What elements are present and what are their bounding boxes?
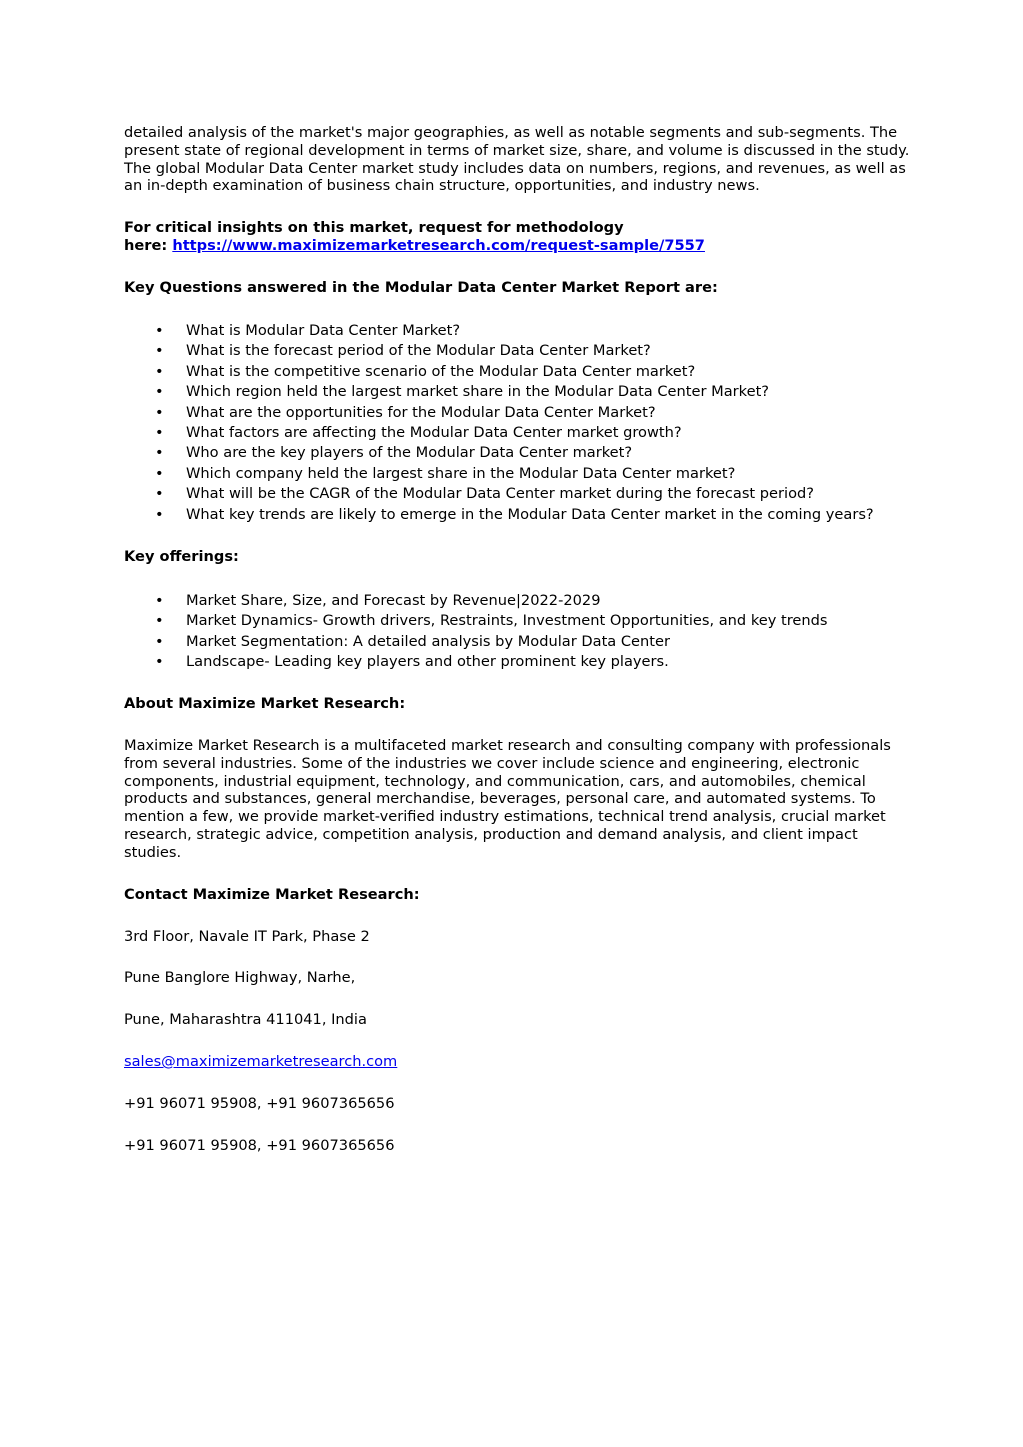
request-sample-link[interactable]: https://www.maximizemarketresearch.com/request-sample/7557 (172, 236, 705, 254)
about-heading: About Maximize Market Research: (124, 695, 406, 712)
bullet-icon: • (155, 632, 164, 650)
key-questions-heading: Key Questions answered in the Modular Data Center Market Report are: (124, 279, 718, 296)
list-item: • What are the opportunities for the Modular Data Center Market? (124, 403, 914, 423)
list-item: • What will be the CAGR of the Modular Data Center market during the forecast period? (124, 484, 914, 504)
contact-address-line2: Pune Banglore Highway, Narhe, (124, 969, 356, 986)
methodology-cta (124, 219, 914, 255)
key-offerings-heading: Key offerings: (124, 548, 239, 565)
key-offerings-list (124, 591, 914, 673)
bullet-icon: • (155, 444, 164, 462)
contact-phone-line1: +91 96071 95908, +91 9607365656 (124, 1095, 395, 1112)
key-questions-list (124, 321, 914, 525)
contact-heading: Contact Maximize Market Research: (124, 886, 420, 903)
bullet-icon: • (155, 612, 164, 630)
bullet-icon: • (155, 505, 164, 523)
list-item: • Who are the key players of the Modular Data Center market? (124, 443, 914, 463)
list-item: • What is Modular Data Center Market? (124, 321, 914, 341)
list-item: • Which company held the largest share in the Modular Data Center market? (124, 464, 914, 484)
contact-phone-line2: +91 96071 95908, +91 9607365656 (124, 1137, 395, 1154)
bullet-icon: • (155, 653, 164, 671)
bullet-icon: • (155, 403, 164, 421)
list-item: • What factors are affecting the Modular Data Center market growth? (124, 423, 914, 443)
list-item: • Which region held the largest market share in the Modular Data Center Market? (124, 382, 914, 402)
list-item: • Market Share, Size, and Forecast by Revenue|2022-2029 (124, 591, 914, 611)
bullet-icon: • (155, 383, 164, 401)
cta-line1: For critical insights on this market, request for methodology (124, 219, 624, 236)
list-item: • What is the competitive scenario of the Modular Data Center market? (124, 362, 914, 382)
bullet-icon: • (155, 485, 164, 503)
list-item: • What key trends are likely to emerge in the Modular Data Center market in the coming years? (124, 505, 914, 525)
bullet-icon: • (155, 362, 164, 380)
email-link[interactable]: sales@maximizemarketresearch.com (124, 1053, 398, 1070)
bullet-icon: • (155, 592, 164, 609)
bullet-icon: • (155, 464, 164, 482)
cta-prefix: here: (124, 236, 173, 254)
list-item: • Market Segmentation: A detailed analysis by Modular Data Center (124, 632, 914, 652)
contact-address-line3: Pune, Maharashtra 411041, India (124, 1011, 367, 1028)
bullet-icon: • (155, 342, 164, 360)
list-item: • Landscape- Leading key players and other prominent key players. (124, 652, 914, 672)
about-paragraph: Maximize Market Research is a multifaceted market research and consulting company with professionals from several industries. Some of the industries we cover include science and engineering, electronic components, industrial equipment, technology, and communication, cars, and automobiles, chemical products and substances, general merchandise, beverages, personal care, and automated systems. To mention a few, we provide market-verified industry estimations, technical trend analysis, crucial market research, strategic advice, competition analysis, production and demand analysis, and client impact studies. (124, 737, 891, 861)
list-item: • What is the forecast period of the Modular Data Center Market? (124, 341, 914, 361)
list-item: • Market Dynamics- Growth drivers, Restraints, Investment Opportunities, and key trends (124, 611, 914, 631)
bullet-icon: • (155, 423, 164, 441)
bullet-icon: • (155, 322, 164, 339)
contact-email (124, 1053, 914, 1071)
contact-address-line1: 3rd Floor, Navale IT Park, Phase 2 (124, 928, 370, 945)
intro-paragraph: detailed analysis of the market's major geographies, as well as notable segments and sub-segments. The present state of regional development in terms of market size, share, and volume is discussed in the study. The global Modular Data Center market study includes data on numbers, regions, and revenues, as well as an in-depth examination of business chain structure, opportunities, and industry news. (124, 124, 910, 195)
